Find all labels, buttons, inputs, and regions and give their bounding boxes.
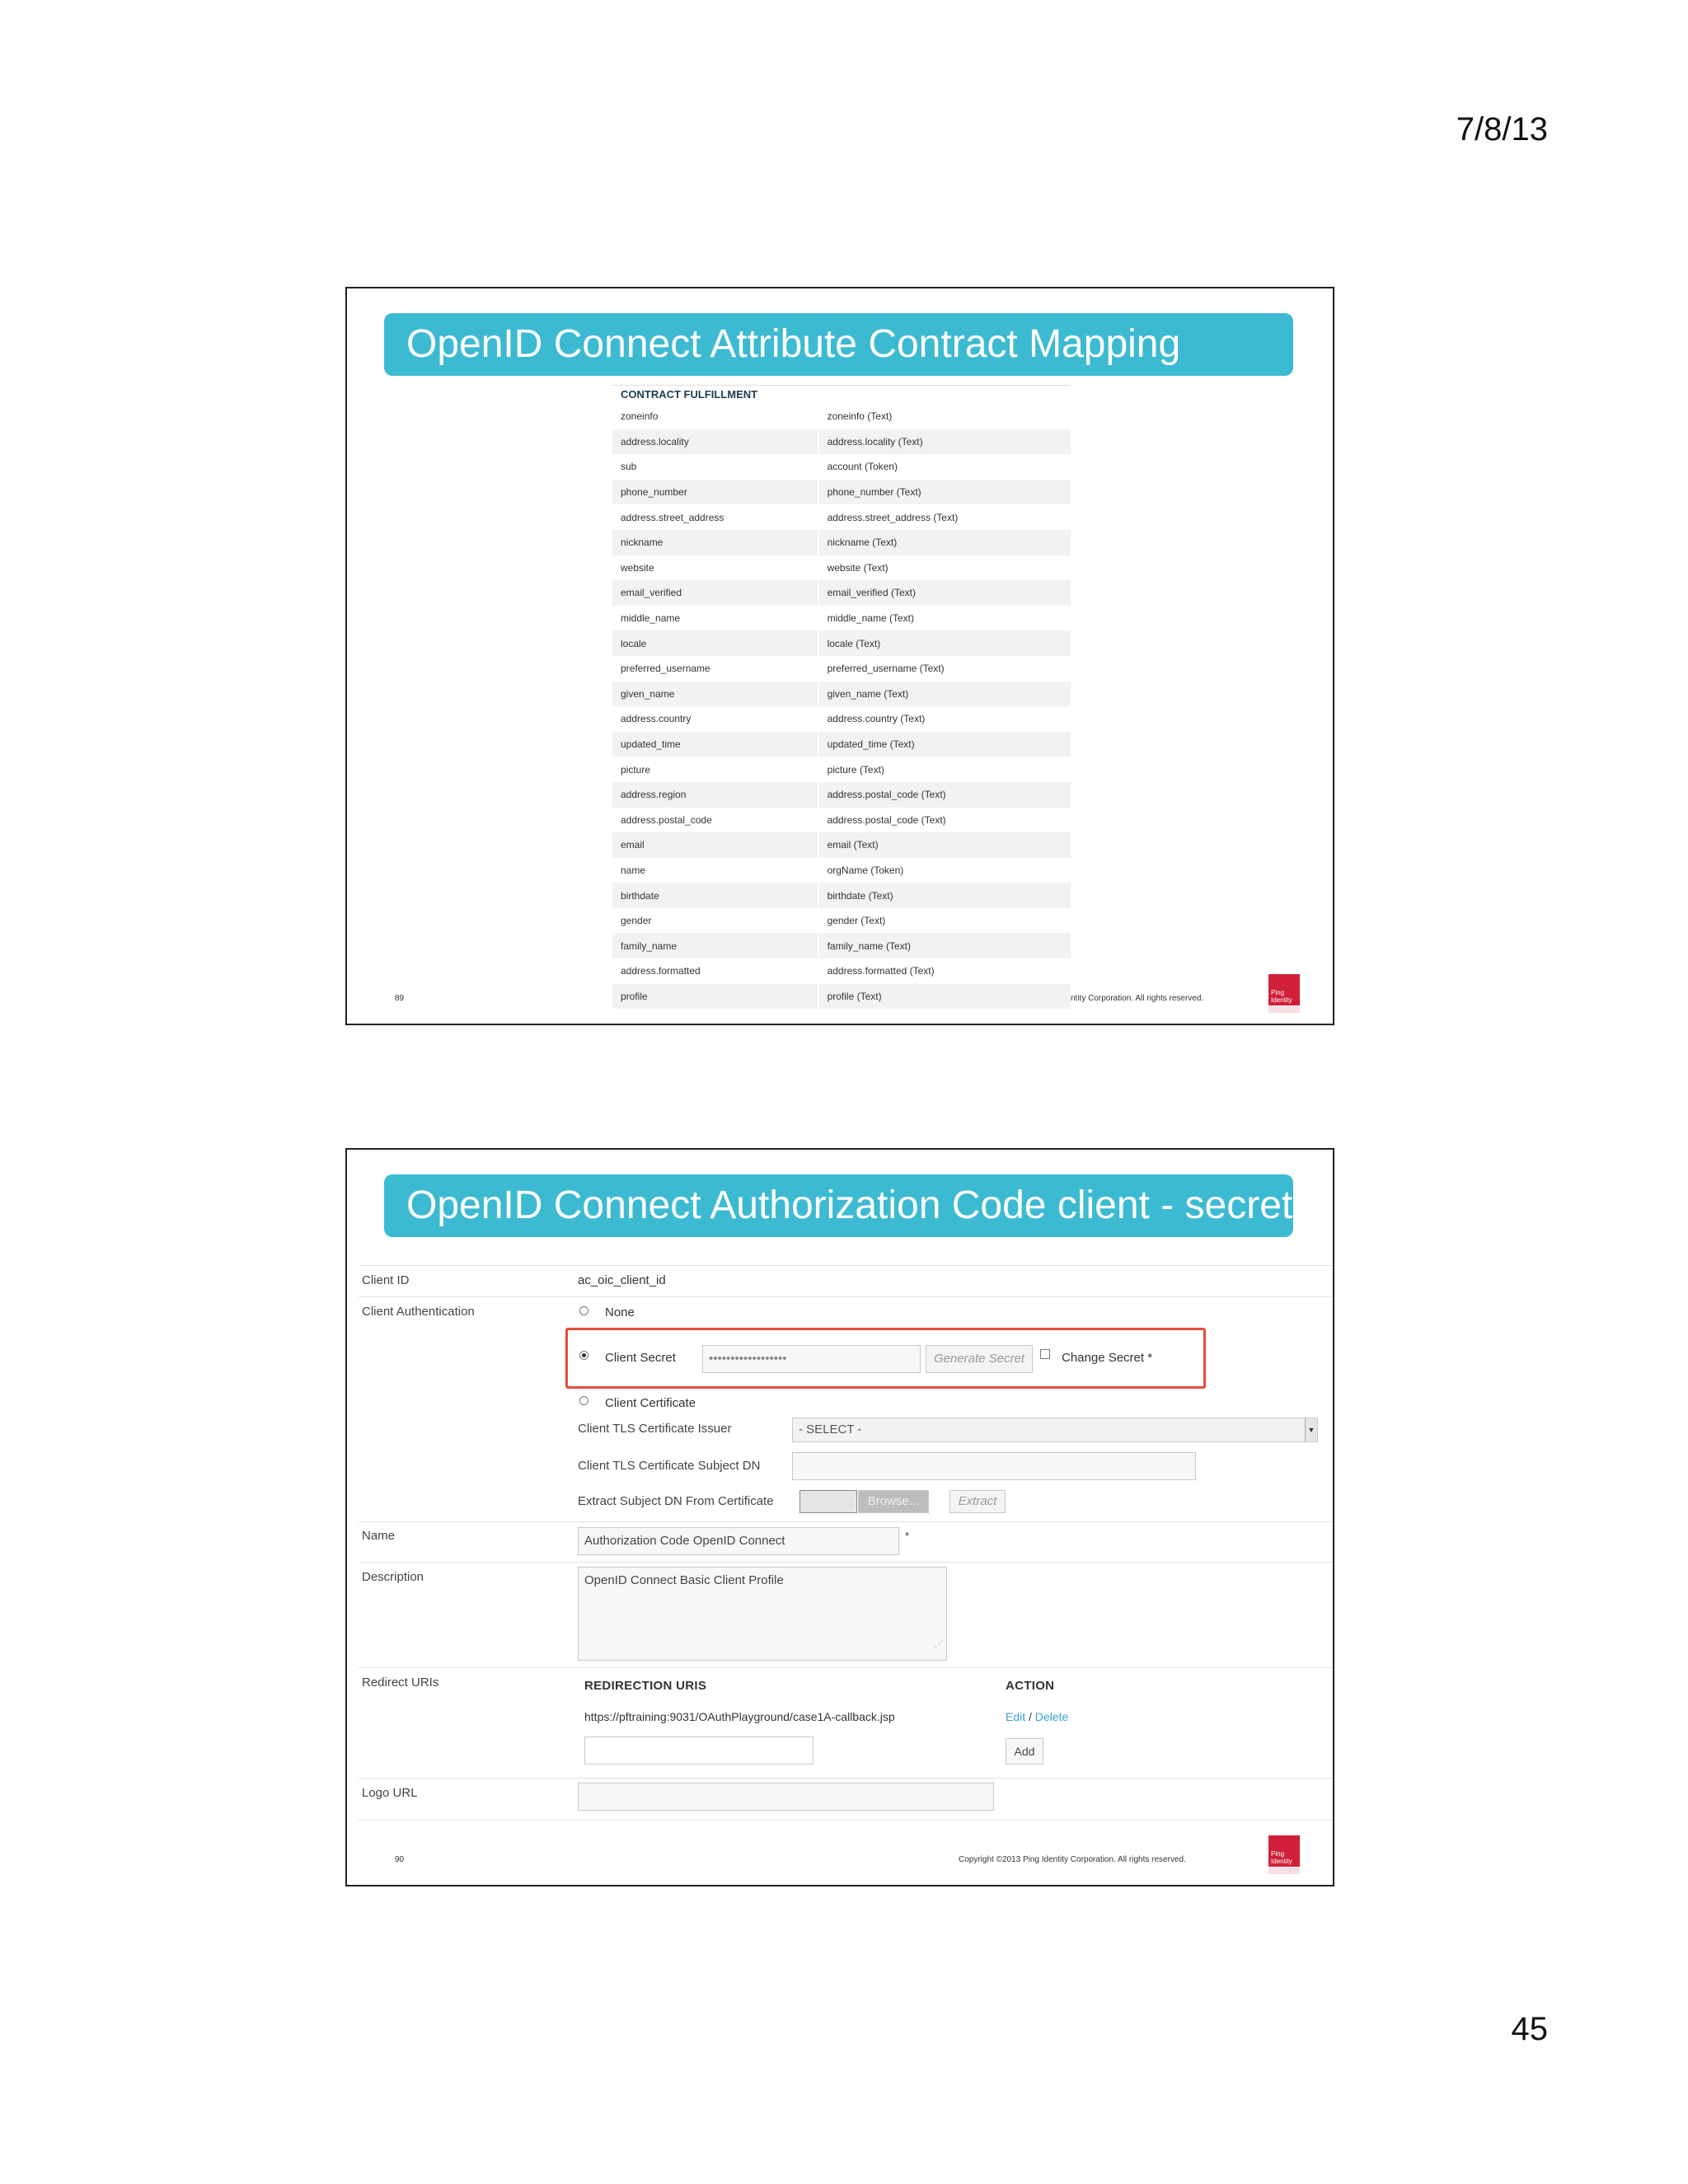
radio-client-secret[interactable]	[579, 1351, 588, 1360]
attribute-name-cell: middle_name	[612, 606, 818, 631]
attribute-name-cell: locale	[612, 630, 818, 656]
fulfillment-cell: zoneinfo (Text)	[818, 404, 1071, 429]
attribute-name-cell: name	[612, 858, 818, 883]
slide-title: OpenID Connect Attribute Contract Mapping	[384, 313, 1293, 376]
table-row	[612, 530, 1071, 555]
attribute-name-cell: gender	[612, 908, 818, 934]
attribute-name-cell: birthdate	[612, 883, 818, 908]
attribute-name-cell: address.postal_code	[612, 808, 818, 833]
tls-issuer-select[interactable]	[792, 1418, 1318, 1442]
divider	[359, 1667, 1334, 1668]
table-row	[612, 958, 1071, 984]
divider	[359, 1778, 1334, 1779]
add-redirect-button[interactable]: Add	[1006, 1738, 1043, 1765]
divider	[359, 1521, 1334, 1522]
logo-reflection	[1268, 1006, 1300, 1013]
attribute-name-cell: nickname	[612, 530, 818, 555]
redirection-uris-header: REDIRECTION URIS	[584, 1679, 707, 1693]
attribute-name-cell: email_verified	[612, 580, 818, 606]
attribute-name-cell: email	[612, 832, 818, 858]
page-number: 45	[1511, 2011, 1548, 2047]
table-row	[612, 808, 1071, 833]
client-id-value: ac_oic_client_id	[578, 1273, 666, 1287]
client-id-label: Client ID	[362, 1273, 410, 1287]
resize-grip-icon: ⋰	[935, 1640, 943, 1649]
tls-subject-label: Client TLS Certificate Subject DN	[578, 1459, 761, 1473]
attribute-name-cell: address.region	[612, 782, 818, 808]
client-secret-input[interactable]: ••••••••••••••••••	[702, 1345, 921, 1373]
attribute-name-cell: address.formatted	[612, 958, 818, 984]
fulfillment-cell: phone_number (Text)	[818, 480, 1071, 505]
logo-reflection	[1268, 1868, 1300, 1874]
copyright: Copyright ©2013 Ping Identity Corporation. All rights reserved.	[959, 1855, 1186, 1864]
fulfillment-cell: address.locality (Text)	[818, 429, 1071, 455]
extract-subject-label: Extract Subject DN From Certificate	[578, 1494, 774, 1508]
table-row	[612, 706, 1071, 732]
attribute-name-cell: zoneinfo	[612, 404, 818, 429]
slide-title: OpenID Connect Authorization Code client - secret	[384, 1174, 1293, 1237]
fulfillment-cell: orgName (Token)	[818, 858, 1071, 883]
change-secret-checkbox[interactable]	[1040, 1349, 1050, 1359]
slide-authorization-code-client	[345, 1148, 1334, 1886]
action-header: ACTION	[1006, 1679, 1055, 1693]
fulfillment-cell: address.postal_code (Text)	[818, 782, 1071, 808]
table-row	[612, 933, 1071, 958]
fulfillment-cell: preferred_username (Text)	[818, 656, 1071, 682]
attribute-name-cell: phone_number	[612, 480, 818, 505]
fulfillment-cell: address.formatted (Text)	[818, 958, 1071, 984]
radio-client-certificate[interactable]	[579, 1396, 588, 1405]
fulfillment-cell: family_name (Text)	[818, 933, 1071, 958]
edit-link[interactable]: Edit	[1006, 1710, 1026, 1723]
table-row	[612, 682, 1071, 707]
table-row	[612, 606, 1071, 631]
radio-client-secret-label: Client Secret	[605, 1351, 676, 1365]
fulfillment-cell: given_name (Text)	[818, 682, 1071, 707]
fulfillment-cell: address.street_address (Text)	[818, 504, 1071, 530]
slide-attribute-contract	[345, 287, 1334, 1025]
table-row	[612, 429, 1071, 455]
fulfillment-cell: nickname (Text)	[818, 530, 1071, 555]
table-row	[612, 858, 1071, 883]
radio-client-certificate-label: Client Certificate	[605, 1396, 696, 1410]
description-text: OpenID Connect Basic Client Profile	[584, 1573, 784, 1587]
fulfillment-cell: picture (Text)	[818, 757, 1071, 782]
table-row	[612, 404, 1071, 429]
delete-link[interactable]: Delete	[1034, 1710, 1069, 1723]
page-date: 7/8/13	[1456, 111, 1548, 148]
radio-none-label: None	[605, 1305, 635, 1319]
ping-identity-logo: Ping Identity	[1268, 1835, 1300, 1867]
attribute-name-cell: family_name	[612, 933, 818, 958]
fulfillment-cell: website (Text)	[818, 555, 1071, 581]
redirect-uri-value: https://pftraining:9031/OAuthPlayground/case1A-callback.jsp	[584, 1710, 895, 1723]
extract-button[interactable]: Extract	[950, 1490, 1006, 1513]
table-row	[612, 630, 1071, 656]
name-input[interactable]: Authorization Code OpenID Connect	[578, 1527, 899, 1555]
fulfillment-cell: locale (Text)	[818, 630, 1071, 656]
table-row	[612, 732, 1071, 757]
fulfillment-cell: email_verified (Text)	[818, 580, 1071, 606]
description-label: Description	[362, 1570, 424, 1584]
fulfillment-cell: updated_time (Text)	[818, 732, 1071, 757]
tls-issuer-selected: - SELECT -	[799, 1422, 862, 1436]
contract-fulfillment-table	[612, 385, 1071, 1009]
table-row	[612, 883, 1071, 908]
table-row	[612, 504, 1071, 530]
table-row	[612, 480, 1071, 505]
new-redirect-uri-input[interactable]	[584, 1736, 814, 1765]
table-row	[612, 782, 1071, 808]
description-textarea[interactable]	[578, 1567, 947, 1661]
radio-none[interactable]	[579, 1306, 588, 1315]
table-row	[612, 757, 1071, 782]
table-row	[612, 832, 1071, 858]
attribute-name-cell: picture	[612, 757, 818, 782]
attribute-name-cell: address.locality	[612, 429, 818, 455]
table-row	[612, 454, 1071, 480]
table-row	[612, 555, 1071, 581]
slide-number: 89	[395, 994, 405, 1003]
fulfillment-cell: account (Token)	[818, 454, 1071, 480]
table-row	[612, 580, 1071, 606]
ping-identity-logo: Ping Identity	[1268, 974, 1300, 1005]
tls-issuer-label: Client TLS Certificate Issuer	[578, 1422, 732, 1436]
table-row	[612, 656, 1071, 682]
name-label: Name	[362, 1529, 396, 1543]
attribute-name-cell: given_name	[612, 682, 818, 707]
table-row	[612, 908, 1071, 934]
redirect-actions	[1006, 1710, 1068, 1723]
divider	[359, 1265, 1334, 1266]
fulfillment-cell: birthdate (Text)	[818, 883, 1071, 908]
attribute-name-cell: address.country	[612, 706, 818, 732]
copyright: ntity Corporation. All rights reserved.	[1071, 994, 1204, 1003]
browse-button[interactable]: Browse...	[858, 1490, 929, 1513]
client-authentication-label: Client Authentication	[362, 1305, 475, 1319]
attribute-name-cell: sub	[612, 454, 818, 480]
divider	[359, 1820, 1334, 1821]
attribute-name-cell: address.street_address	[612, 504, 818, 530]
slide-number: 90	[395, 1855, 405, 1864]
table-caption: CONTRACT FULFILLMENT	[612, 385, 1071, 404]
certificate-file-input[interactable]	[799, 1490, 857, 1513]
fulfillment-cell: address.country (Text)	[818, 706, 1071, 732]
divider	[359, 1296, 1334, 1297]
chevron-down-icon: ▼	[1305, 1418, 1317, 1441]
fulfillment-cell: email (Text)	[818, 832, 1071, 858]
fulfillment-cell: middle_name (Text)	[818, 606, 1071, 631]
attribute-name-cell: website	[612, 555, 818, 581]
generate-secret-button[interactable]: Generate Secret	[926, 1345, 1033, 1373]
action-separator: /	[1029, 1710, 1032, 1723]
table-row	[612, 984, 1071, 1010]
fulfillment-cell: gender (Text)	[818, 908, 1071, 934]
logo-url-input[interactable]	[578, 1783, 994, 1811]
redirect-uris-label: Redirect URIs	[362, 1675, 439, 1690]
logo-url-label: Logo URL	[362, 1786, 418, 1800]
fulfillment-cell: address.postal_code (Text)	[818, 808, 1071, 833]
attribute-name-cell: profile	[612, 984, 818, 1010]
attribute-name-cell: preferred_username	[612, 656, 818, 682]
fulfillment-cell: profile (Text)	[818, 984, 1071, 1010]
change-secret-label: Change Secret *	[1062, 1351, 1153, 1365]
divider	[359, 1562, 1334, 1563]
tls-subject-input[interactable]	[792, 1452, 1196, 1480]
required-marker: *	[905, 1530, 910, 1542]
attribute-name-cell: updated_time	[612, 732, 818, 757]
